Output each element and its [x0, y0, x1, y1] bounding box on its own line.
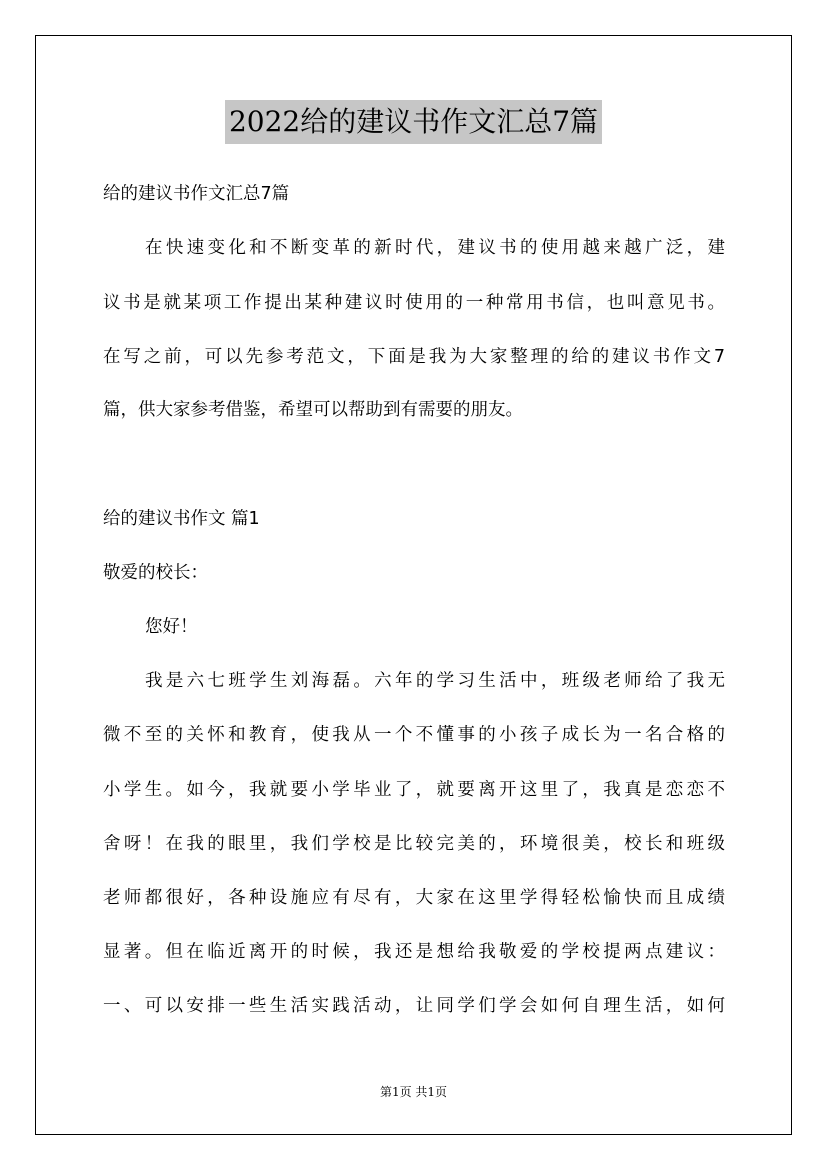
section-heading: 给的建议书作文 篇1	[103, 509, 260, 529]
title-container	[0, 100, 827, 144]
page-footer: 第1页 共1页	[379, 1085, 448, 1099]
body-line-3: 小学生。如今，我就要小学毕业了，就要离开这里了，我真是恋恋不	[103, 780, 725, 800]
body-line-5: 老师都很好，各种设施应有尽有，大家在这里学得轻松愉快而且成绩	[103, 888, 725, 908]
intro-line-2: 议书是就某项工作提出某种建议时使用的一种常用书信，也叫意见书。	[103, 293, 725, 313]
body-line-7: 一、可以安排一些生活实践活动，让同学们学会如何自理生活，如何	[103, 996, 725, 1016]
body-line-1: 我是六七班学生刘海磊。六年的学习生活中，班级老师给了我无	[145, 671, 725, 691]
greeting: 您好！	[145, 617, 198, 637]
body-line-4: 舍呀！在我的眼里，我们学校是比较完美的，环境很美，校长和班级	[103, 834, 725, 854]
body-line-6: 显著。但在临近离开的时候，我还是想给我敬爱的学校提两点建议：	[103, 942, 725, 962]
document-subtitle: 给的建议书作文汇总7篇	[103, 184, 290, 204]
intro-line-3: 在写之前，可以先参考范文，下面是我为大家整理的给的建议书作文7	[103, 347, 725, 367]
salutation: 敬爱的校长：	[103, 563, 208, 583]
document-title: 2022给的建议书作文汇总7篇	[225, 100, 602, 144]
intro-line-4: 篇，供大家参考借鉴，希望可以帮助到有需要的朋友。	[103, 400, 523, 420]
intro-line-1: 在快速变化和不断变革的新时代，建议书的使用越来越广泛，建	[145, 238, 725, 258]
body-line-2: 微不至的关怀和教育，使我从一个不懂事的小孩子成长为一名合格的	[103, 725, 725, 745]
